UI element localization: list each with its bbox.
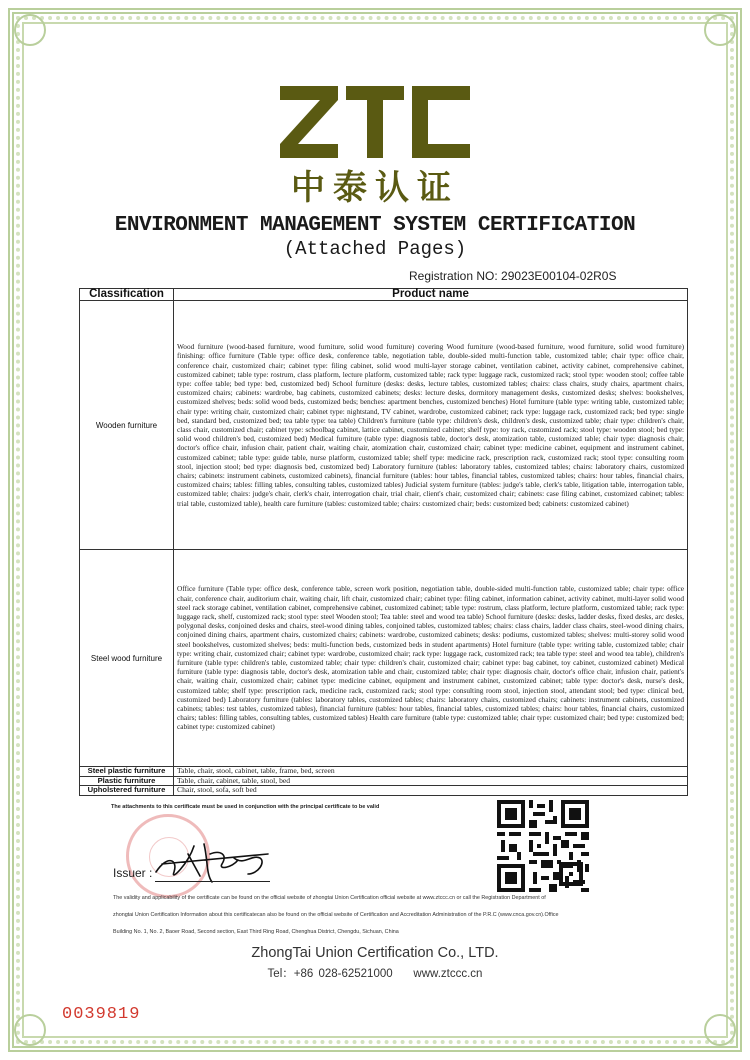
ztc-logo [280,86,470,158]
issuer-label: Issuer : [113,866,153,880]
classification-cell: Steel wood furniture [80,550,174,767]
table-row [80,776,688,786]
company-name: ZhongTai Union Certification Co., LTD. [251,945,499,961]
corner-ornament [704,1014,736,1046]
product-cell: Table, chair, stool, cabinet, table, frame, bed, screen [174,767,688,777]
product-cell: Table, chair, cabinet, table, stool, bed [174,776,688,786]
address-text: Building No. 1, No. 2, Baoer Road, Second section, East Third Ring Road, Chenghua District, Chengdu, Sichuan, China [113,929,399,935]
issuer-signature-line [155,881,270,882]
table-row [80,550,688,767]
registration-value: 29023E00104-02R0S [501,269,617,283]
contact-line [30,965,720,981]
classification-cell: Steel plastic furniture [80,767,174,777]
table-row [80,786,688,796]
logo-chinese-name: 中泰认证 [291,168,459,208]
header-product-name: Product name [174,289,688,301]
website: www.ztccc.cn [413,968,483,980]
validity-text: The validity and applicability of the certificate can be found on the official website of zhongtai Union Certification official website at www.ztccc.cn or call the Registration Department of [113,895,546,901]
table-row [80,301,688,550]
table-row [80,767,688,777]
classification-cell: Upholstered furniture [80,786,174,796]
corner-ornament [14,14,46,46]
serial-number: 0039819 [62,1005,141,1024]
classification-cell: Wooden furniture [80,301,174,550]
verification-qr-code [497,800,589,892]
classification-cell: Plastic furniture [80,776,174,786]
header-classification: Classification [80,289,174,301]
info-text: zhongtai Union Certification Information about this certificatecan also be found on the official website of Certification and Accreditation Administration of the P.R.C (www.cnca.gov.cn).Office [113,912,559,918]
product-cell: Chair, stool, sofa, soft bed [174,786,688,796]
certificate-title: ENVIRONMENT MANAGEMENT SYSTEM CERTIFICATION [114,214,636,237]
attachment-note: The attachments to this certificate must be used in conjunction with the principal certificate to be valid [111,804,380,810]
product-cell: Wood furniture (wood-based furniture, wood furniture, solid wood furniture) covering Wood furniture (wood-based furniture, wood furniture, solid wood furniture) finishing: office furniture (Table type: office desk, conference table, negotiation table, double-sided multi-function table, customized table; chair type: office chair, conference chair, customized chair; cabinet type: filing cabinet, solid wood multi-layer storage cabinet, ventilation cabinet, activity cabinet, comprehensive cabinet, customized cabinet; table type: rostrum, class platform, lecture platform, customized table; rack type: luggage rack, customized rack; stool type: wooden stool; coffee table type: coffee table; bed type: bed, customized bed) School furniture (desks: desks, lecture tables, customized tables; chairs: class chairs, study chairs, apartment chairs, customized chairs; cabinets: wardrobe, bag cabinets, customized cabinets; desks: lecture desks, dormitory management desks, customized desks; shelves: bookshelves, customized shelves; beds: solid wood beds, customized beds; benches: apartment benches, customized benches) Hotel furniture (table type: writing table, customized table; chair type: writing chair, customized chair; cabinet type: nightstand, TV cabinet, wardrobe, customized cabinet; rack type: luggage rack, customized rack; bed type: single bed, standard bed, customized bed; tea table type: tea table) Children's furniture (table type: children's desk, children's desk, customized table; chair type: children's chair, class chair, customized chair; cabinet type: schoolbag cabinet, lattice cabinet, customized cabinet; shelf type: toy rack, customized rack; stool type: wooden stool; bed type: solid wood children's bed, customized bed) Medical furniture (table type: diagnosis table, doctor's desk, atomization table, customized table; chair type: diagnosis chair, doctor's office chair, infusion chair, patient chair, waiting chair, atomization chair, customized chair; cabinet type: medicine cabinet, equipment and instrument cabinet, customized cabinet; table type: guide table, nurse platform, customized table; shelf type: medicine rack, prescription rack, customized rack; stool type: consulting room stool, injection stool; bed type: diagnosis bed, customized bed) Laboratory furniture (tables: laboratory tables, customized tables; chairs: laboratory chairs, customized chairs; cabinets: instrument cabinets, customized cabinets), financial furniture (tables: hour tables, financial tables, customized tables; chairs: hour tables, financial chairs, customized chairs; tables: filling tables, consulting tables, customized tables) Judicial system furniture (tables: judge's table, clerk's table, litigation table, interrogation table, customized table; chairs: judge's chair, clerk's chair, interrogation chair, trial chair, client's chair, customized chair; cabinets: case filing cabinet, customized cabinet; tables: trial table, customized table), health care furniture (tables: customized table; chairs: customized chair; beds: customized bed; cabinets: customized cabinet) [174,301,688,550]
table-header-row [80,289,688,301]
product-cell: Office furniture (Table type: office desk, conference table, screen work position, negotiation table, double-sided multi-function table, customized table; chair type: office chair, conference chair, auditorium chair, waiting chair, lift chair, customized chair; cabinet type: filing cabinet, information cabinet, activity cabinet, multi-layer solid wood steel rack storage cabinet, ventilation cabinet, comprehensive cabinet, customized cabinet; table type: rostrum, class platform, lecture platform, customized table; rack type: luggage rack, shelf, customized rack; stool type: steel Wooden stool; Tea table: steel and wood tea table) School furniture (desks: desks, ladder desks, fixed desks, arc desks, polygonal desks, conjoined desks and chairs, steel-wood dining tables, conjoined tables, customized tables; chairs: class chairs, ladder class chairs, steel-wood dining chairs, conjoined dining chairs, apartment chairs, customized chairs; cabinets: wardrobe, customized cabinets; desks: podiums, customized tables; shelves: multi-storey solid wood steel bookshelves, customized shelves; beds: multi-function beds, customized beds in student apartments) Hotel furniture (table type: writing table, customized table; chair type: writing chair, customized chair; cabinet type: wardrobe, customized chair; rack type: luggage rack, customized rack; tea table type: steel and wood tea table), children's furniture (table type: children's table, customized table; chair type: children's chair, customized chair; cabinet type: bag cabinet, toy cabinet, customized cabinet) Medical furniture (table type: diagnosis table, doctor's desk, atomization table and chair, customized table; chair type: diagnosis chair, doctor's office chair, infusion chair, patient's chair, waiting chair, customized chair; cabinet type: medicine cabinet, equipment and instrument cabinet, customized cabinet; table type: doctor's desk, nurse's desk, customized table; shelf type: prescription rack, medicine rack, customized rack; stool type: consulting room stool, injection stool, attendant stool; bed type: clinical bed, customized bed) Laboratory furniture (tables: laboratory tables, customized tables; chairs: laboratory chairs, customized chairs; cabinets: instrument cabinets, customized cabinets; tables: test tables, customized tables), financial furniture (tables: hour tables, financial tables, customized tables; chairs: hour tables, financial chairs, customized chairs; tables: filling tables, consulting tables, customized tables) Health care furniture (table type: customized table; chair type: customized chair; bed type: customized bed; cabinet type: customized cabinet) [174,550,688,767]
registration-label: Registration NO: [409,269,498,283]
corner-ornament [14,1014,46,1046]
corner-ornament [704,14,736,46]
attachment-table [79,288,688,796]
certificate-subtitle: (Attached Pages) [283,238,467,260]
telephone: Tel：+86 028-62521000 [267,968,393,980]
registration-number [409,269,616,283]
